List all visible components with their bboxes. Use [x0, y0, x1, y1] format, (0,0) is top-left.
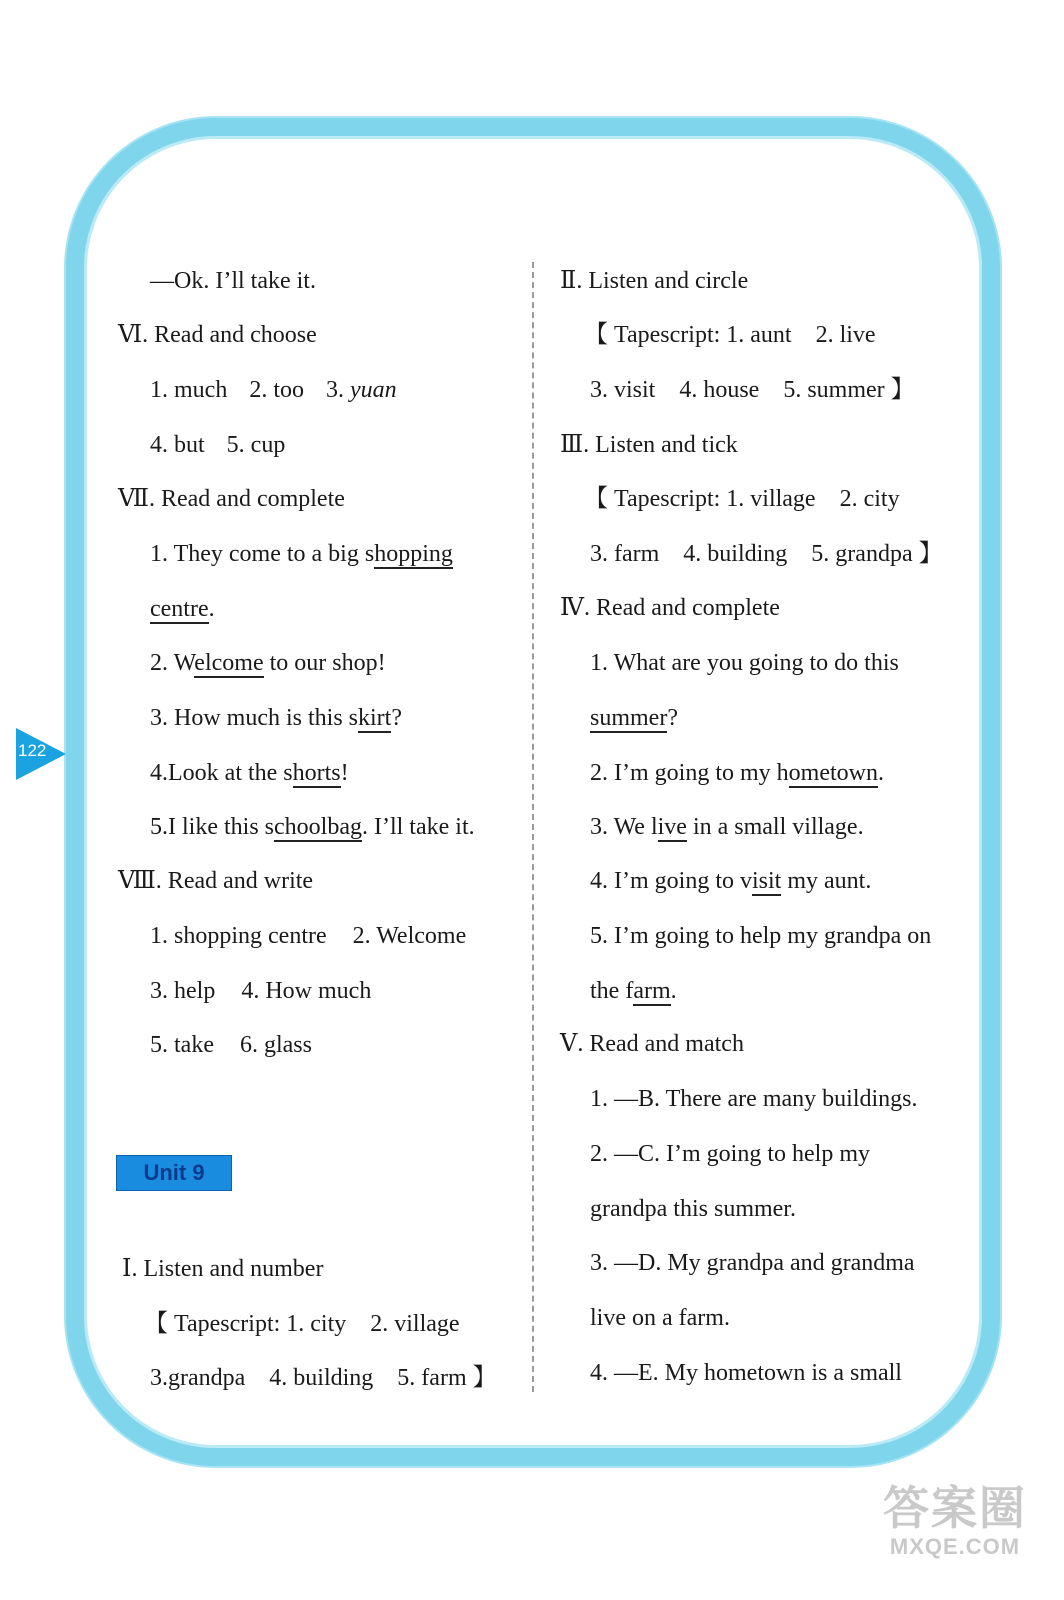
section-5-answer-2: 2. —C. I’m going to help my — [590, 1141, 870, 1167]
section-6-title: Ⅵ. Read and choose — [118, 322, 317, 348]
section-1-tapescript-2: 3.grandpa 4. building 5. farm 】 — [150, 1365, 497, 1391]
section-5-answer-2-cont: grandpa this summer. — [590, 1196, 796, 1222]
section-7-answer-4: 4.Look at the shorts! — [150, 760, 349, 786]
section-5-title: Ⅴ. Read and match — [560, 1031, 744, 1057]
section-6-answers-1: 1. much 2. too 3. yuan — [150, 377, 397, 403]
section-7-answer-3: 3. How much is this skirt? — [150, 705, 402, 731]
page-number: 122 — [18, 741, 47, 760]
section-5-answer-1: 1. —B. There are many buildings. — [590, 1086, 918, 1112]
section-4-answer-1-cont: summer? — [590, 705, 678, 731]
section-6-answers-2: 4. but 5. cup — [150, 432, 286, 458]
unit-badge: Unit 9 — [116, 1155, 232, 1191]
line-ok-take-it: —Ok. I’ll take it. — [150, 268, 316, 294]
section-3-title: Ⅲ. Listen and tick — [560, 432, 738, 458]
section-7-answer-1: 1. They come to a big shopping — [150, 541, 453, 567]
watermark-logo: 答案圈 MXQE.COM — [883, 1482, 1027, 1559]
section-5-answer-4: 4. —E. My hometown is a small — [590, 1360, 902, 1386]
section-7-answer-1-cont: centre. — [150, 596, 215, 622]
section-4-answer-4: 4. I’m going to visit my aunt. — [590, 868, 872, 894]
section-5-answer-3: 3. —D. My grandpa and grandma — [590, 1250, 915, 1276]
section-2-tapescript-2: 3. visit 4. house 5. summer 】 — [590, 377, 915, 403]
section-4-answer-5: 5. I’m going to help my grandpa on — [590, 923, 932, 949]
section-4-answer-1: 1. What are you going to do this — [590, 650, 899, 676]
section-5-answer-3-cont: live on a farm. — [590, 1305, 730, 1331]
section-4-answer-5-cont: the farm. — [590, 978, 677, 1004]
section-2-title: Ⅱ. Listen and circle — [560, 268, 749, 294]
section-7-answer-5: 5.I like this schoolbag. I’ll take it. — [150, 814, 475, 840]
section-7-answer-2: 2. Welcome to our shop! — [150, 650, 386, 676]
section-8-answers-1: 1. shopping centre 2. Welcome — [150, 923, 467, 949]
section-3-tapescript-2: 3. farm 4. building 5. grandpa 】 — [590, 541, 943, 567]
section-1-title: Ⅰ. Listen and number — [122, 1256, 324, 1282]
section-1-tapescript-1: 【 Tapescript: 1. city 2. village — [144, 1311, 460, 1337]
section-8-answers-2: 3. help 4. How much — [150, 978, 372, 1004]
section-4-answer-3: 3. We live in a small village. — [590, 814, 864, 840]
section-3-tapescript-1: 【 Tapescript: 1. village 2. city — [584, 486, 900, 512]
section-2-tapescript-1: 【 Tapescript: 1. aunt 2. live — [584, 322, 876, 348]
section-8-answers-3: 5. take 6. glass — [150, 1032, 312, 1058]
section-4-answer-2: 2. I’m going to my hometown. — [590, 760, 884, 786]
section-7-title: Ⅶ. Read and complete — [118, 486, 345, 512]
section-4-title: Ⅳ. Read and complete — [560, 595, 780, 621]
column-divider — [532, 262, 534, 1392]
section-8-title: Ⅷ. Read and write — [118, 868, 314, 894]
